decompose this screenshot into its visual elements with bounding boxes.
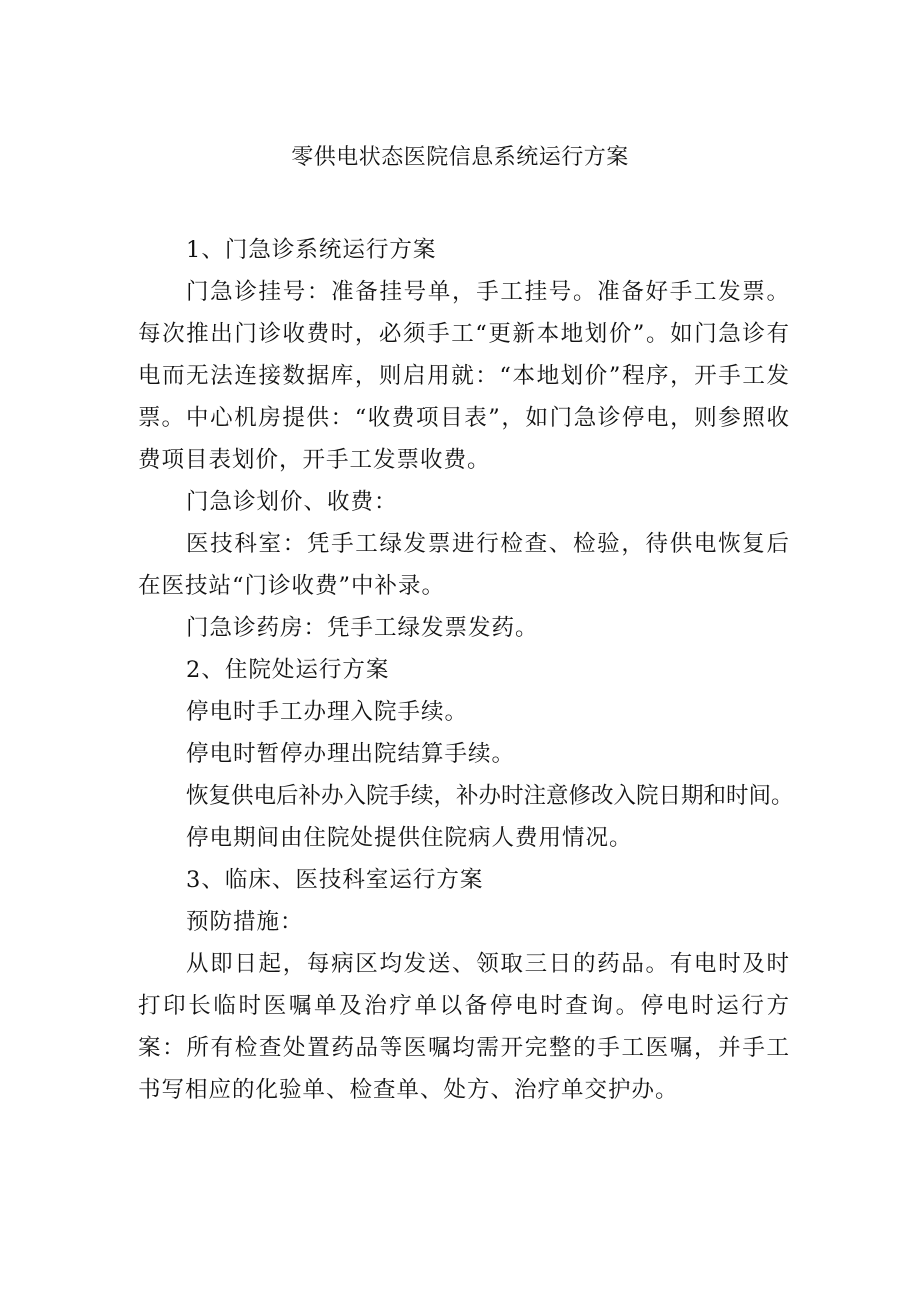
- section-heading-1: 1、门急诊系统运行方案: [186, 237, 437, 263]
- paragraph-medical-tech-dept: 医技科室：凭手工绿发票进行检查、检验，待供电恢复后在医技站“门诊收费”中补录。: [138, 531, 790, 599]
- paragraph-inpatient-fees: 停电期间由住院处提供住院病人费用情况。: [186, 825, 633, 851]
- paragraph-pricing-charging: 门急诊划价、收费：: [186, 489, 398, 515]
- paragraph-fee-items-table: 中心机房提供：“收费项目表”，如门急诊停电，则参照收费项目表划价，开手工发票收费。: [138, 405, 790, 473]
- section-heading-3: 3、临床、医技科室运行方案: [186, 867, 484, 893]
- paragraph-suspend-discharge: 停电时暂停办理出院结算手续。: [186, 741, 516, 767]
- paragraph-restore-admission: 恢复供电后补办入院手续，补办时注意修改入院日期和时间。: [186, 783, 794, 809]
- paragraph-outpatient-registration: 门急诊挂号：准备挂号单，手工挂号。准备好手工发票。每次推出门诊收费时，必须手工“更新本地划价”。如门急诊有电而无法连接数据库，则启用就：“本地划价”程序，开手工发票。: [138, 279, 790, 431]
- paragraph-manual-admission: 停电时手工办理入院手续。: [186, 699, 469, 725]
- section-heading-2: 2、住院处运行方案: [186, 657, 390, 683]
- paragraph-prevention-heading: 预防措施：: [186, 909, 304, 935]
- paragraph-outpatient-pharmacy: 门急诊药房：凭手工绿发票发药。: [186, 615, 539, 641]
- paragraph-prevention-measures: 从即日起，每病区均发送、领取三日的药品。有电时及时打印长临时医嘱单及治疗单以备停电时查询。停电时运行方案：所有检查处置药品等医嘱均需开完整的手工医嘱，并手工书写相应的化验单、检查单、处方、治疗单交护办。: [138, 951, 790, 1103]
- document-title: 零供电状态医院信息系统运行方案: [291, 145, 629, 170]
